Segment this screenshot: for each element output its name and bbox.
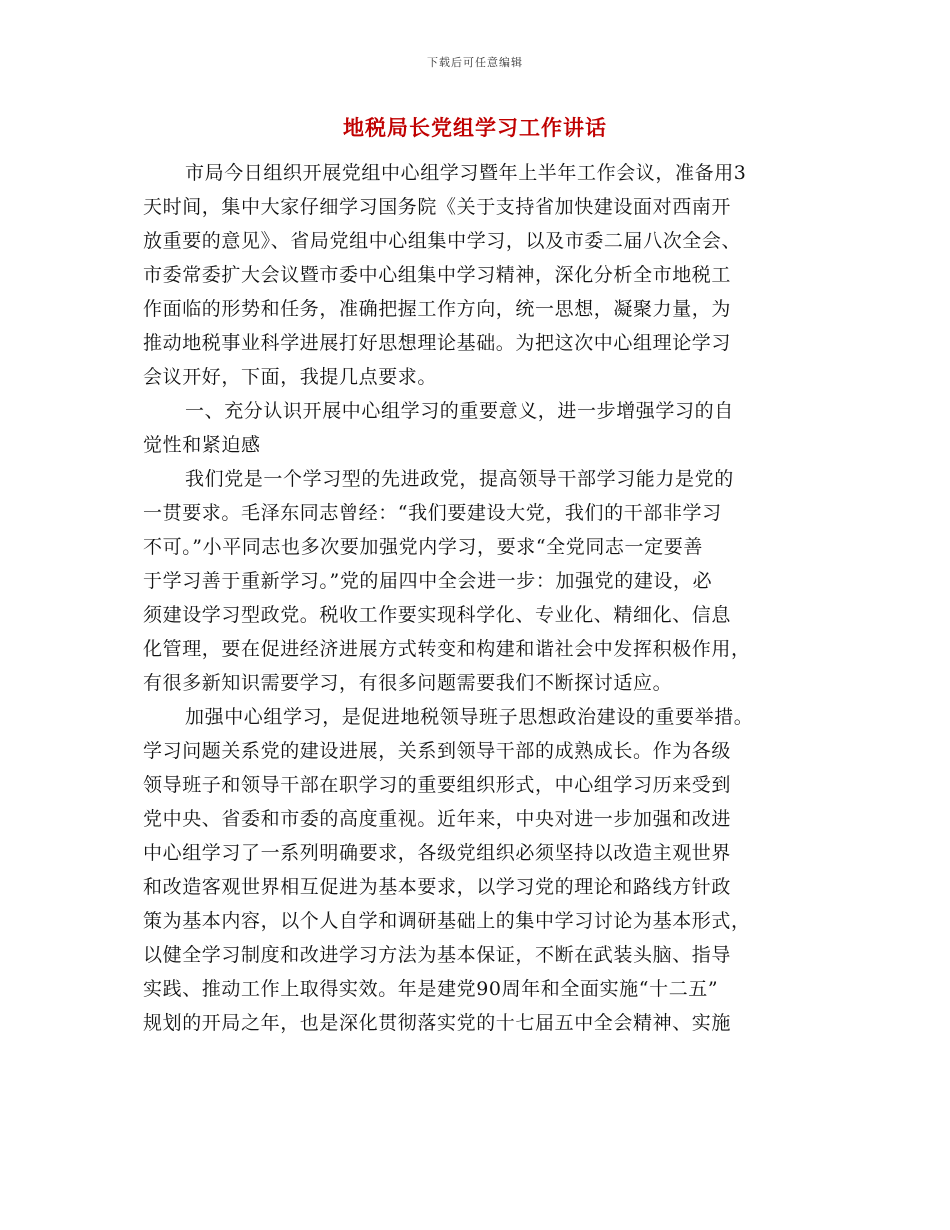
text-line: 规划的开局之年，也是深化贯彻落实党的十七届五中全会精神、实施 xyxy=(143,1012,732,1034)
text-line: 天时间，集中大家仔细学习国务院《关于支持省加快建设面对西南开 xyxy=(143,196,732,218)
text-line: 一、充分认识开展中心组学习的重要意义，进一步增强学习的自 xyxy=(185,400,734,422)
text-line: 市委常委扩大会议暨市委中心组集中学习精神，深化分析全市地税工 xyxy=(143,264,732,286)
text-line: 化管理，要在促进经济进展方式转变和构建和谐社会中发挥积极作用， xyxy=(143,638,751,660)
text-line: 中心组学习了一系列明确要求，各级党组织必须坚持以改造主观世界 xyxy=(143,842,732,864)
document-title: 地税局长党组学习工作讲话 xyxy=(343,115,607,140)
text-line: 作面临的形势和任务，准确把握工作方向，统一思想，凝聚力量，为 xyxy=(143,298,732,320)
text-line: 市局今日组织开展党组中心组学习暨年上半年工作会议，准备用3 xyxy=(185,162,747,184)
text-line: 我们党是一个学习型的先进政党，提高领导干部学习能力是党的 xyxy=(185,468,734,490)
text-line: 和改造客观世界相互促进为基本要求，以学习党的理论和路线方针政 xyxy=(143,876,732,898)
header-note: 下载后可任意编辑 xyxy=(427,56,523,69)
text-line: 加强中心组学习，是促进地税领导班子思想政治建设的重要举措。 xyxy=(185,706,754,728)
document-body xyxy=(143,156,808,1040)
text-line: 以健全学习制度和改进学习方法为基本保证，不断在武装头脑、指导 xyxy=(143,944,732,966)
text-line: 推动地税事业科学进展打好思想理论基础。为把这次中心组理论学习 xyxy=(143,332,732,354)
text-line: 须建设学习型政党。税收工作要实现科学化、专业化、精细化、信息 xyxy=(143,604,732,626)
text-line: 有很多新知识需要学习，有很多问题需要我们不断探讨适应。 xyxy=(143,672,673,694)
text-line: 策为基本内容，以个人自学和调研基础上的集中学习讨论为基本形式， xyxy=(143,910,751,932)
text-line: 学习问题关系党的建设进展，关系到领导干部的成熟成长。作为各级 xyxy=(143,740,732,762)
text-line: 实践、推动工作上取得实效。年是建党90周年和全面实施“十二五” xyxy=(143,978,719,1000)
text-line: 一贯要求。毛泽东同志曾经：“我们要建设大党，我们的干部非学习 xyxy=(143,502,722,524)
text-line: 放重要的意见》、省局党组中心组集中学习，以及市委二届八次全会、 xyxy=(143,230,742,252)
text-line: 于学习善于重新学习。”党的届四中全会进一步：加强党的建设，必 xyxy=(143,570,713,592)
text-line: 党中央、省委和市委的高度重视。近年来，中央对进一步加强和改进 xyxy=(143,808,732,830)
text-line: 觉性和紧迫感 xyxy=(143,434,261,456)
text-line: 领导班子和领导干部在职学习的重要组织形式，中心组学习历来受到 xyxy=(143,774,732,796)
text-line: 会议开好，下面，我提几点要求。 xyxy=(143,366,438,388)
text-line: 不可。”小平同志也多次要加强党内学习，要求“全党同志一定要善 xyxy=(143,536,703,558)
